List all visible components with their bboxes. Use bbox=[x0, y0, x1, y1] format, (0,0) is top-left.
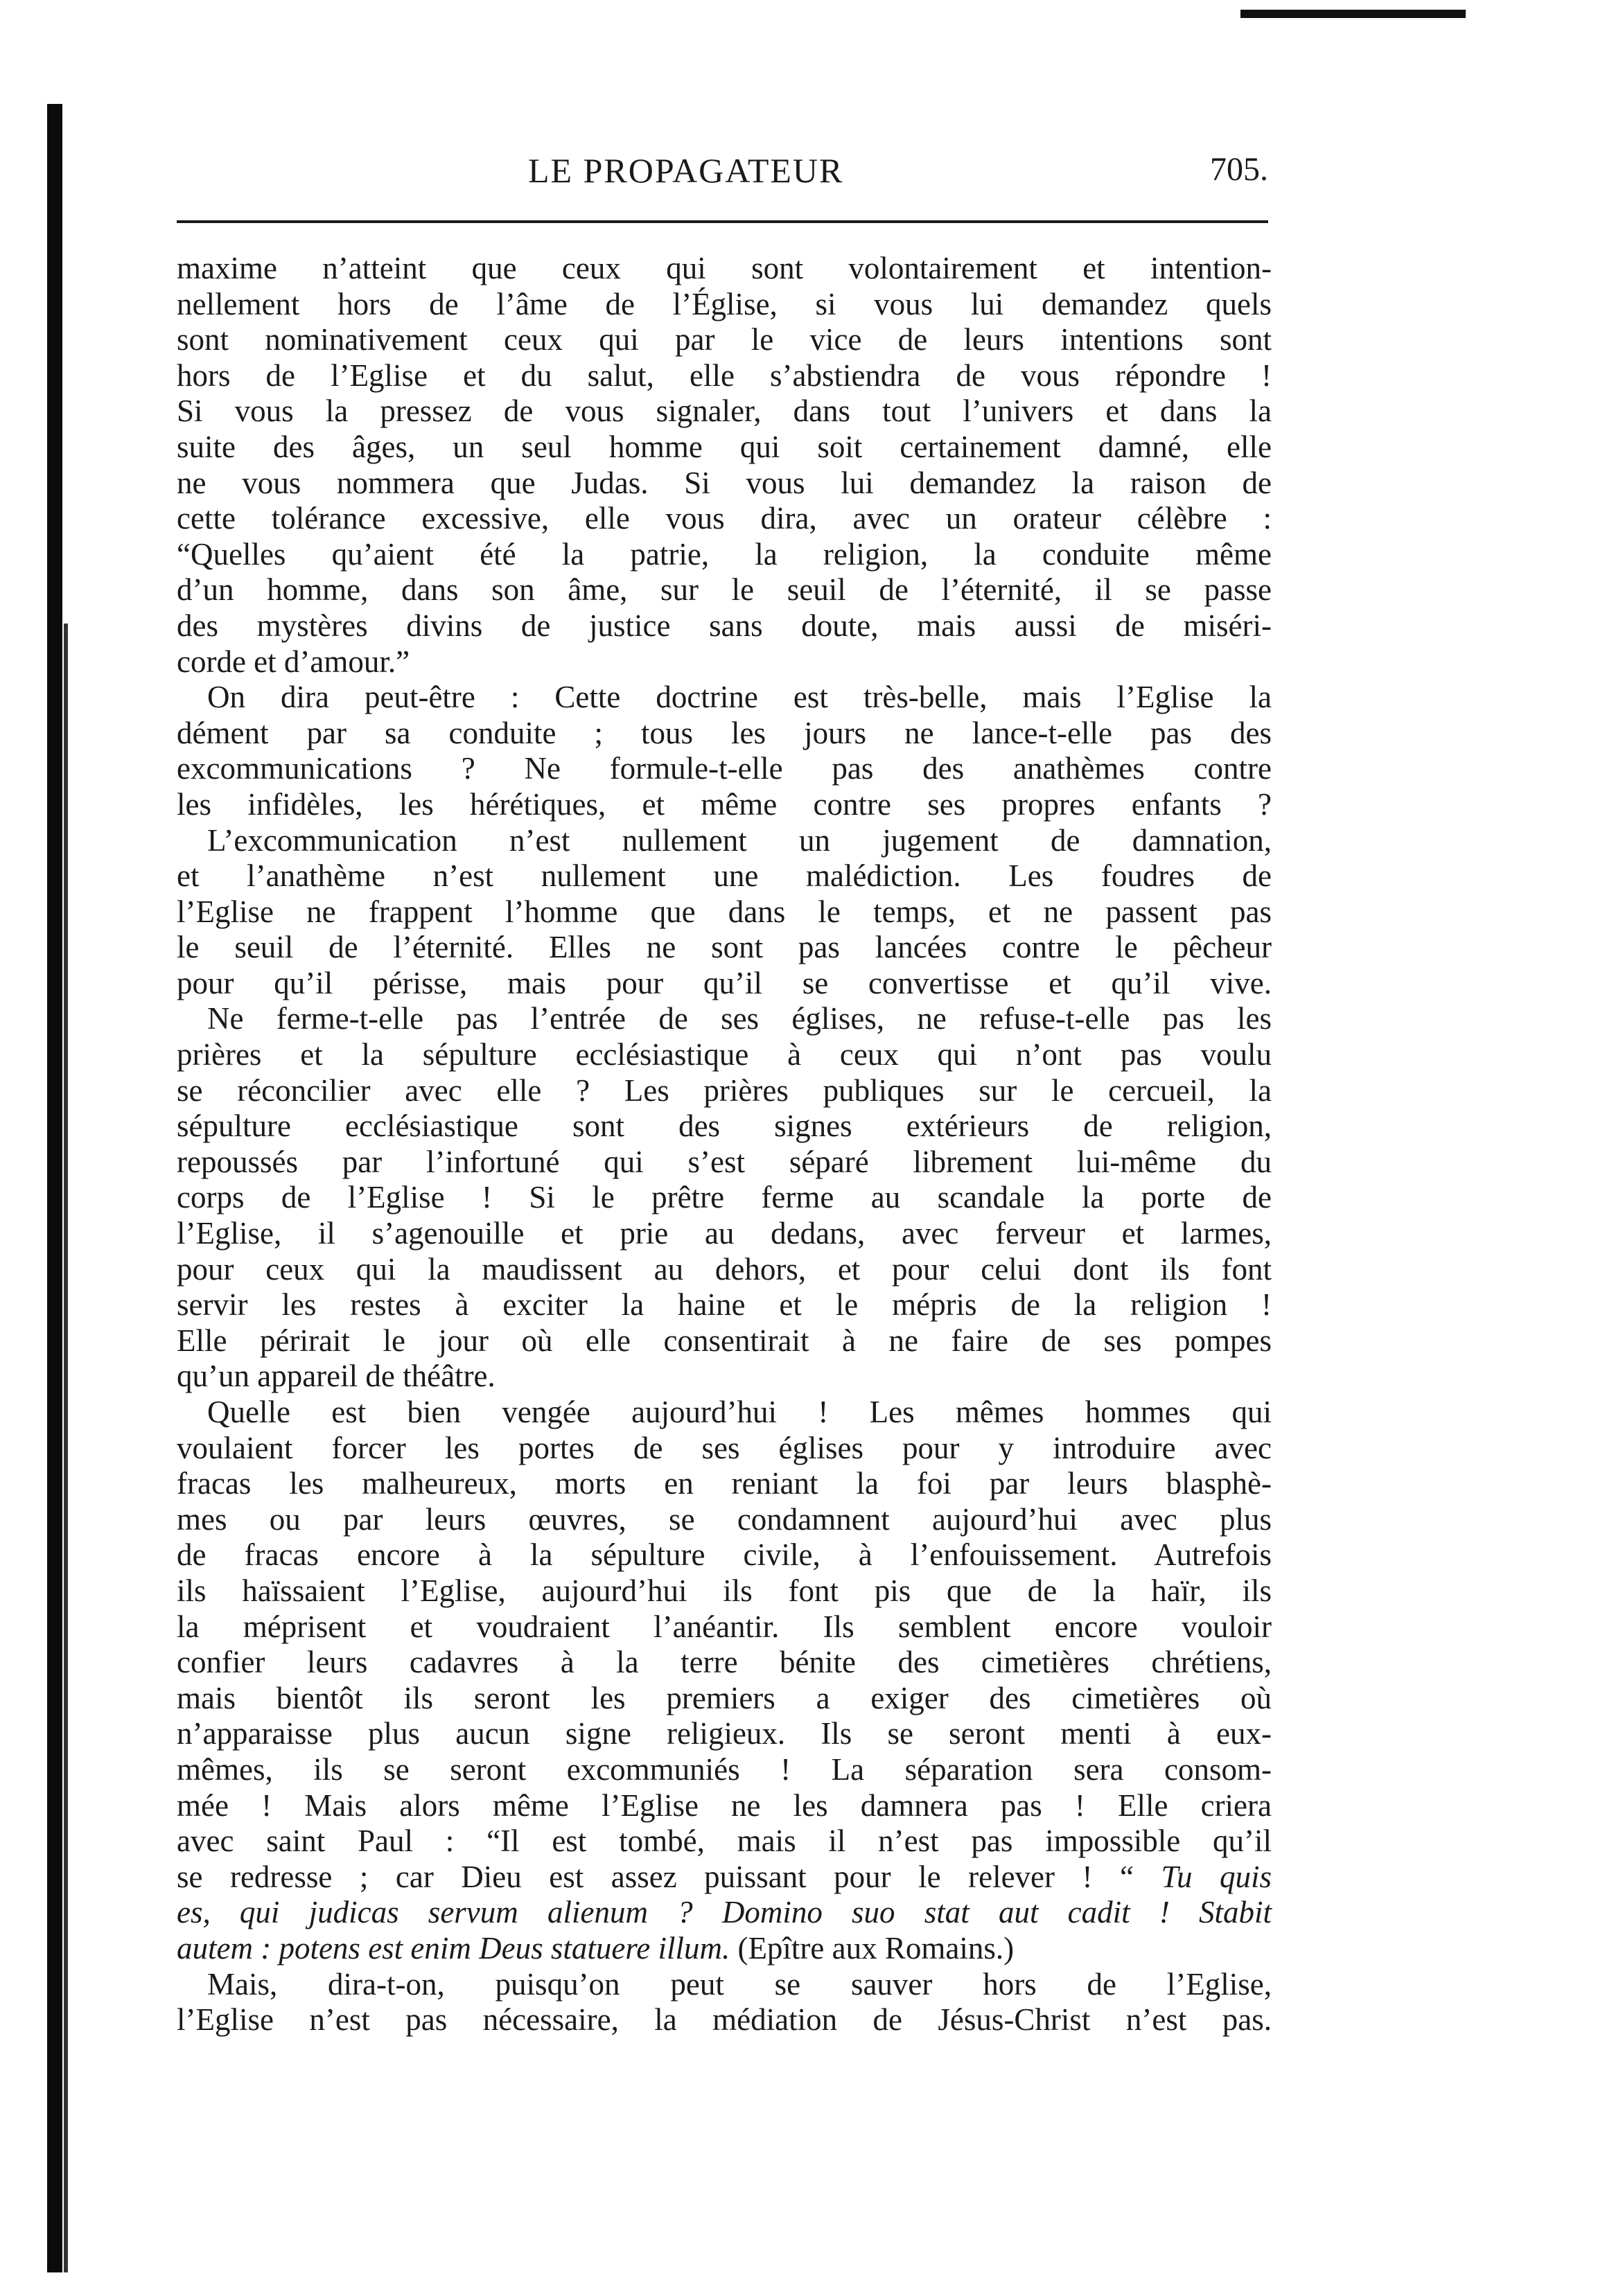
citation: (Epître aux Romains.) bbox=[730, 1930, 1015, 1966]
paragraph-4 bbox=[177, 1001, 1272, 1395]
header-rule bbox=[177, 220, 1268, 223]
running-head bbox=[173, 142, 1268, 191]
paragraph-3 bbox=[177, 823, 1272, 1002]
text-line: de fracas encore à la sépulture civile, à l’enfouissement. Autrefois bbox=[177, 1537, 1272, 1573]
text-line: n’apparaisse plus aucun signe religieux. Ils se seront menti à eux- bbox=[177, 1716, 1272, 1751]
text-line: fracas les malheureux, morts en reniant la foi par leurs blasphè- bbox=[177, 1466, 1272, 1501]
paragraph-6 bbox=[177, 1967, 1272, 2038]
text-line: avec saint Paul : “Il est tombé, mais il n’est pas impossible qu’il bbox=[177, 1823, 1272, 1859]
text-line: voulaient forcer les portes de ses églises pour y introduire avec bbox=[177, 1430, 1272, 1465]
text-line: Si vous la pressez de vous signaler, dans tout l’univers et dans la bbox=[177, 394, 1272, 429]
scan-binding-shadow-inner bbox=[64, 624, 68, 2272]
latin-quote-text: Tu quis bbox=[1161, 1859, 1272, 1894]
text-line: corps de l’Eglise ! Si le prêtre ferme au scandale la porte de bbox=[177, 1180, 1272, 1215]
text-run: se redresse ; car Dieu est assez puissant pour le relever ! “ bbox=[177, 1859, 1134, 1894]
text-line: l’Eglise n’est pas nécessaire, la médiation de Jésus-Christ n’est pas. bbox=[177, 2002, 1272, 2038]
text-line: suite des âges, un seul homme qui soit certainement damné, elle bbox=[177, 429, 1272, 464]
text-line: confier leurs cadavres à la terre bénite des cimetières chrétiens, bbox=[177, 1645, 1272, 1680]
text-line: la méprisent et voudraient l’anéantir. Ils semblent encore vouloir bbox=[177, 1609, 1272, 1644]
text-line: sépulture ecclésiastique sont des signes extérieurs de religion, bbox=[177, 1109, 1272, 1144]
text-line: l’Eglise ne frappent l’homme que dans le temps, et ne passent pas bbox=[177, 894, 1272, 929]
page-number: 705. bbox=[1210, 151, 1268, 188]
text-line: repoussés par l’infortuné qui s’est séparé librement lui-même du bbox=[177, 1144, 1272, 1179]
text-line: Ne ferme-t-elle pas l’entrée de ses églises, ne refuse-t-elle pas les bbox=[207, 1001, 1272, 1036]
text-line: mais bientôt ils seront les premiers a exiger des cimetières où bbox=[177, 1680, 1272, 1715]
text-line: ils haïssaient l’Eglise, aujourd’hui ils font pis que de la haïr, ils bbox=[177, 1573, 1272, 1608]
text-line: hors de l’Eglise et du salut, elle s’abstiendra de vous répondre ! bbox=[177, 357, 1272, 393]
text-line: se réconcilier avec elle ? Les prières publiques sur le cercueil, la bbox=[177, 1072, 1272, 1108]
text-line: corde et d’amour.” bbox=[177, 644, 410, 679]
text-line: nellement hors de l’âme de l’Église, si vous lui demandez quels bbox=[177, 286, 1272, 321]
paragraph-5 bbox=[177, 1395, 1272, 1967]
latin-quote-text: autem : potens est enim Deus statuere illum. bbox=[177, 1930, 730, 1966]
text-line: Quelle est bien vengée aujourd’hui ! Les mêmes hommes qui bbox=[207, 1395, 1272, 1429]
text-line: prières et la sépulture ecclésiastique à ceux qui n’ont pas voulu bbox=[177, 1037, 1272, 1072]
text-line: “Quelles qu’aient été la patrie, la religion, la conduite même bbox=[177, 536, 1272, 572]
text-line: sont nominativement ceux qui par le vice de leurs intentions sont bbox=[177, 322, 1272, 357]
text-line: et l’anathème n’est nullement une malédiction. Les foudres de bbox=[177, 858, 1272, 894]
text-line: des mystères divins de justice sans doute, mais aussi de miséri- bbox=[177, 608, 1272, 643]
text-line: cette tolérance excessive, elle vous dira, avec un orateur célèbre : bbox=[177, 501, 1272, 536]
text-line: d’un homme, dans son âme, sur le seuil de l’éternité, il se passe bbox=[177, 572, 1272, 608]
text-line: le seuil de l’éternité. Elles ne sont pas lancées contre le pêcheur bbox=[177, 930, 1272, 965]
text-line: pour qu’il périsse, mais pour qu’il se convertisse et qu’il vive. bbox=[177, 965, 1272, 1000]
text-line: mes ou par leurs œuvres, se condamnent aujourd’hui avec plus bbox=[177, 1501, 1272, 1537]
text-line: mêmes, ils se seront excommuniés ! La séparation sera consom- bbox=[177, 1751, 1272, 1787]
text-line: l’Eglise, il s’agenouille et prie au dedans, avec ferveur et larmes, bbox=[177, 1216, 1272, 1251]
body-text bbox=[177, 251, 1272, 2038]
text-line: dément par sa conduite ; tous les jours ne lance-t-elle pas des bbox=[177, 715, 1272, 750]
text-line bbox=[177, 1931, 1272, 1967]
scan-edge-mark bbox=[1240, 10, 1466, 18]
text-line: maxime n’atteint que ceux qui sont volontairement et intention- bbox=[177, 251, 1272, 285]
text-line: Mais, dira-t-on, puisqu’on peut se sauver hors de l’Eglise, bbox=[207, 1966, 1272, 2002]
text-line: Elle périrait le jour où elle consentirait à ne faire de ses pompes bbox=[177, 1323, 1272, 1358]
text-line: On dira peut-être : Cette doctrine est très-belle, mais l’Eglise la bbox=[207, 680, 1272, 715]
text-line: pour ceux qui la maudissent au dehors, et pour celui dont ils font bbox=[177, 1251, 1272, 1287]
text-line: mée ! Mais alors même l’Eglise ne les damnera pas ! Elle criera bbox=[177, 1787, 1272, 1823]
scan-binding-shadow bbox=[47, 104, 62, 2272]
latin-quote-line: es, qui judicas servum alienum ? Domino suo stat aut cadit ! Stabit bbox=[177, 1895, 1272, 1930]
text-line bbox=[177, 1860, 1272, 1896]
paragraph-2 bbox=[177, 680, 1272, 822]
text-line: qu’un appareil de théâtre. bbox=[177, 1359, 495, 1394]
text-line: ne vous nommera que Judas. Si vous lui demandez la raison de bbox=[177, 465, 1272, 500]
text-line: excommunications ? Ne formule-t-elle pas des anathèmes contre bbox=[177, 751, 1272, 786]
paragraph-1 bbox=[177, 251, 1272, 680]
text-line: L’excommunication n’est nullement un jugement de damnation, bbox=[207, 822, 1272, 858]
text-line: les infidèles, les hérétiques, et même contre ses propres enfants ? bbox=[177, 786, 1272, 822]
running-title: LE PROPAGATEUR bbox=[528, 151, 844, 190]
text-line: servir les restes à exciter la haine et le mépris de la religion ! bbox=[177, 1287, 1272, 1323]
